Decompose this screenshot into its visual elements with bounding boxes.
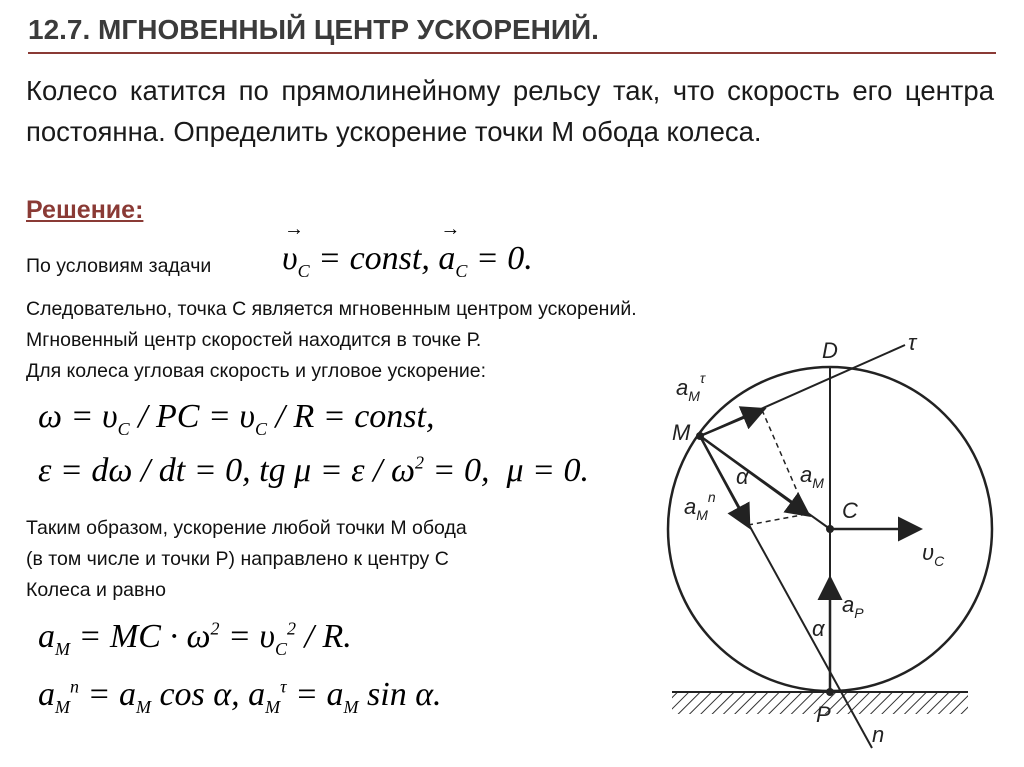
point-C	[826, 525, 834, 533]
aMtau-arrow	[700, 410, 762, 436]
label-aMn: $a_M^n$	[684, 489, 716, 523]
label-M: M	[672, 420, 691, 445]
condition-formula: → $\upsilon_C$ = const, → $a_C = 0$.	[282, 240, 533, 282]
label-C: C	[842, 498, 858, 523]
consequently-line: Следовательно, точка С является мгновенным центром ускорений.	[26, 298, 637, 320]
point-P	[826, 688, 834, 696]
point-M	[696, 432, 704, 440]
instant-center-line: Мгновенный центр скоростей находится в точке Р.	[26, 329, 482, 351]
aM-arrow	[700, 436, 807, 514]
components-formula: $a_M^n = a_M$ cos α, $a_M^\tau = a_M$ sin α.	[38, 676, 442, 717]
aM-dash-2	[748, 514, 807, 525]
label-aP: $a_P$	[842, 592, 864, 621]
label-aMtau: $a_M^\tau$	[676, 370, 706, 404]
label-n: n	[872, 722, 885, 747]
label-alpha-lower: α	[812, 616, 825, 641]
label-P: P	[816, 702, 831, 727]
problem-statement: Колесо катится по прямолинейному рельсу так, что скорость его центра постоянна. Определить ускорение точки М обода колеса.	[26, 75, 994, 147]
aM-formula: $a_M$ = MC · $\omega^2 = \upsilon_C^2 / R$.	[38, 618, 352, 659]
wheel-diagram	[655, 318, 1015, 763]
condition-text: По условиям задачи	[26, 255, 212, 277]
wheel-line: Для колеса угловая скорость и угловое ускорение:	[26, 360, 487, 382]
label-tau: τ	[908, 330, 917, 355]
label-aM: $a_M$	[800, 462, 824, 491]
solution-heading: Решение:	[26, 196, 144, 224]
label-D: D	[822, 338, 838, 363]
epsilon-formula: ε = dω / dt = 0, tg $\mu = \varepsilon / \omega^2 = 0$, μ = 0.	[38, 452, 589, 489]
slide-title: 12.7. МГНОВЕННЫЙ ЦЕНТР УСКОРЕНИЙ.	[28, 14, 996, 54]
conclusion-line-1: Таким образом, ускорение любой точки М обода	[26, 517, 467, 539]
conclusion-line-3: Колеса и равно	[26, 579, 166, 601]
label-alpha-upper: α	[736, 464, 749, 489]
conclusion-line-2: (в том числе и точки Р) направлено к центру С	[26, 548, 449, 570]
label-vC: $\upsilon_C$	[922, 540, 945, 569]
omega-formula: $\omega = \upsilon_C$ / PC = $\upsilon_C$ / R = const,	[38, 398, 435, 439]
